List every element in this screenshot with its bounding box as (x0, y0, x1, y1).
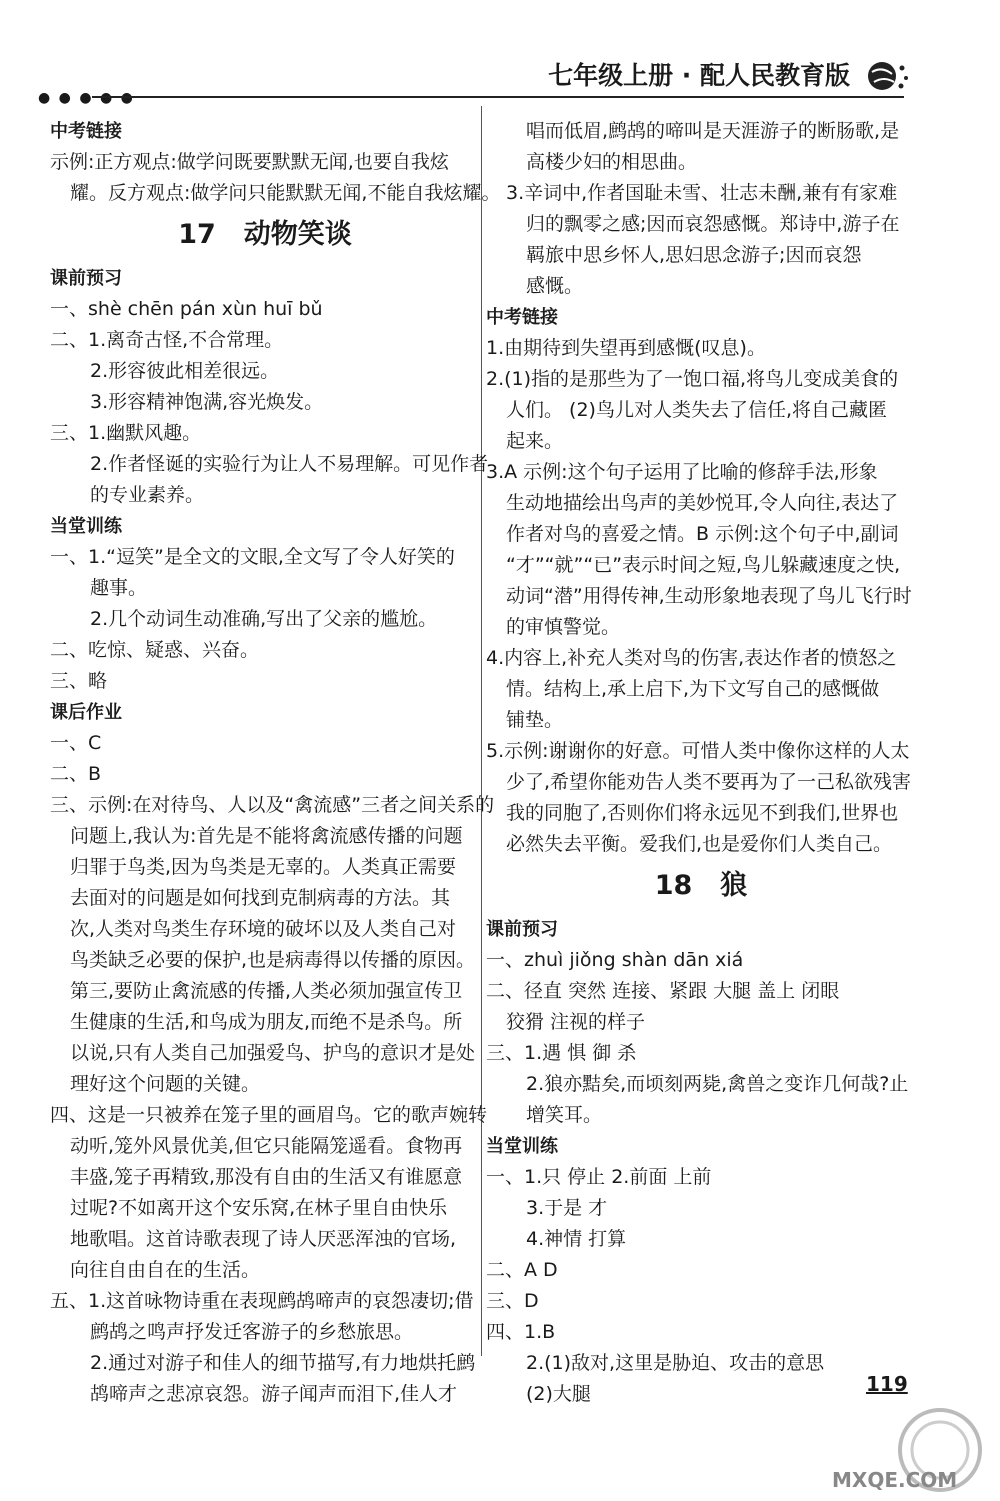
text-line: 2.通过对游子和佳人的细节描写,有力地烘托鹧 (90, 1352, 476, 1374)
ball-logo-icon (866, 58, 910, 94)
section-heading: 当堂训练 (50, 516, 122, 537)
left-column (50, 116, 501, 1410)
text-line: 增笑耳。 (526, 1104, 603, 1126)
text-line: 五、1.这首咏物诗重在表现鹧鸪啼声的哀怨凄切;借 (50, 1290, 474, 1312)
section-heading: 课前预习 (486, 919, 558, 940)
text-line: 以说,只有人类自己加强爱鸟、护鸟的意识才是处 (70, 1042, 476, 1064)
text-line: 3.于是 才 (526, 1197, 608, 1219)
text-line: 四、这是一只被养在笼子里的画眉鸟。它的歌声婉转 (50, 1104, 488, 1126)
text-line: 2.几个动词生动准确,写出了父亲的尴尬。 (90, 608, 438, 630)
text-line: 二、吃惊、疑惑、兴奋。 (50, 639, 260, 661)
text-line: 丰盛,笼子再精致,那没有自由的生活又有谁愿意 (70, 1166, 463, 1188)
text-line: 去面对的问题是如何找到克制病毒的方法。其 (70, 887, 451, 909)
chapter-title (50, 215, 480, 255)
text-line: 一、1.“逗笑”是全文的文眼,全文写了令人好笑的 (50, 546, 455, 568)
section-heading: 中考链接 (50, 121, 122, 142)
text-line: 示例:正方观点:做学问既要默默无闻,也要自我炫 (50, 151, 449, 173)
text-line: 理好这个问题的关键。 (70, 1073, 261, 1095)
page-header (0, 0, 1000, 110)
text-line: 二、A D (486, 1259, 558, 1281)
chapter-number: 18 (654, 870, 693, 901)
text-line: 生动地描绘出鸟声的美妙悦耳,令人向往,表达了 (506, 492, 899, 514)
text-line: 地歌唱。这首诗歌表现了诗人厌恶浑浊的官场, (70, 1228, 457, 1250)
text-line: 唱而低眉,鹧鸪的啼叫是天涯游子的断肠歌,是 (526, 120, 900, 142)
section-heading: 中考链接 (486, 307, 558, 328)
text-line: 2.狼亦黠矣,而顷刻两毙,禽兽之变诈几何哉?止 (526, 1073, 909, 1095)
right-column (486, 116, 916, 1410)
text-line: 2.形容彼此相差很远。 (90, 360, 280, 382)
text-line: 归罪于鸟类,因为鸟类是无辜的。人类真正需要 (70, 856, 457, 878)
text-line: 趣事。 (90, 577, 148, 599)
text-line: 的审慎警觉。 (506, 616, 621, 638)
text-line: 5.示例:谢谢你的好意。可惜人类中像你这样的人太 (486, 740, 910, 762)
text-line: 三、D (486, 1290, 539, 1312)
text-line: 鸟类缺乏必要的保护,也是病毒得以传播的原因。 (70, 949, 476, 971)
text-line: 三、示例:在对待鸟、人以及“禽流感”三者之间关系的 (50, 794, 495, 816)
text-line: 动听,笼外风景优美,但它只能隔笼遥看。食物再 (70, 1135, 463, 1157)
section-heading: 课后作业 (50, 702, 122, 723)
chapter-title (486, 866, 916, 906)
text-line: 作者对鸟的喜爱之情。B 示例:这个句子中,副词 (506, 523, 899, 545)
text-line: 一、1.只 停止 2.前面 上前 (486, 1166, 712, 1188)
header-rule (92, 96, 904, 98)
text-line: 4.内容上,补充人类对鸟的伤害,表达作者的愤怒之 (486, 647, 897, 669)
text-line: 3.形容精神饱满,容光焕发。 (90, 391, 324, 413)
text-line: “才”“就”“已”表示时间之短,鸟儿躲藏速度之快, (506, 554, 901, 576)
text-line: 向往自由自在的生活。 (70, 1259, 261, 1281)
text-line: (2)大腿 (526, 1383, 591, 1405)
text-line: 次,人类对鸟类生存环境的破坏以及人类自己对 (70, 918, 457, 940)
chapter-name: 狼 (720, 870, 748, 901)
text-line: 1.由期待到失望再到感慨(叹息)。 (486, 337, 766, 359)
decorative-dots: ● ● ● ● ● (38, 90, 135, 106)
text-line: 情。结构上,承上启下,为下文写自己的感慨做 (506, 678, 880, 700)
text-line: 4.神情 打算 (526, 1228, 627, 1250)
text-line: 第三,要防止禽流感的传播,人类必须加强宣传卫 (70, 980, 463, 1002)
text-line: 问题上,我认为:首先是不能将禽流感传播的问题 (70, 825, 463, 847)
text-line: 二、径直 突然 连接、紧跟 大腿 盖上 闭眼 (486, 980, 840, 1002)
section-heading: 课前预习 (50, 268, 122, 289)
text-line: 必然失去平衡。爱我们,也是爱你们人类自己。 (506, 833, 893, 855)
section-heading: 当堂训练 (486, 1136, 558, 1157)
text-line: 一、shè chēn pán xùn huī bǔ (50, 298, 323, 320)
text-line: 人们。 (2)鸟儿对人类失去了信任,将自己藏匿 (506, 399, 887, 421)
text-line: 耀。反方观点:做学问只能默默无闻,不能自我炫耀。 (70, 182, 501, 204)
text-line: 的专业素养。 (90, 484, 205, 506)
text-line: 起来。 (506, 430, 564, 452)
text-line: 三、略 (50, 670, 108, 692)
text-line: 鹧鸪之鸣声抒发迁客游子的乡愁旅思。 (90, 1321, 414, 1343)
text-line: 我的同胞了,否则你们将永远见不到我们,世界也 (506, 802, 899, 824)
watermark-text: MXQE.COM (832, 1468, 958, 1492)
chapter-number: 17 (178, 219, 216, 250)
text-line: 一、C (50, 732, 102, 754)
text-line: 鸪啼声之悲凉哀怨。游子闻声而泪下,佳人才 (90, 1383, 458, 1405)
text-line: 狡猾 注视的样子 (506, 1011, 646, 1033)
text-line: 铺垫。 (506, 709, 564, 731)
text-line: 二、B (50, 763, 102, 785)
page-number: 119 (866, 1372, 908, 1396)
text-line: 一、zhuì jiǒng shàn dān xiá (486, 949, 744, 971)
column-divider (481, 106, 482, 1356)
text-line: 三、1.遇 惧 御 杀 (486, 1042, 637, 1064)
text-line: 羁旅中思乡怀人,思妇思念游子;因而哀怨 (526, 244, 862, 266)
text-line: 生健康的生活,和鸟成为朋友,而绝不是杀鸟。所 (70, 1011, 463, 1033)
text-line: 2.(1)敌对,这里是胁迫、攻击的意思 (526, 1352, 825, 1374)
text-line: 动词“潜”用得传神,生动形象地表现了鸟儿飞行时 (506, 585, 912, 607)
book-title: 七年级上册 · 配人民教育版 (548, 61, 850, 90)
text-line: 3.A 示例:这个句子运用了比喻的修辞手法,形象 (486, 461, 878, 483)
text-line: 高楼少妇的相思曲。 (526, 151, 698, 173)
text-line: 感慨。 (526, 275, 584, 297)
text-line: 少了,希望你能劝告人类不要再为了一己私欲残害 (506, 771, 912, 793)
text-line: 3.辛词中,作者国耻未雪、壮志未酬,兼有有家难 (506, 182, 898, 204)
text-line: 2.(1)指的是那些为了一饱口福,将鸟儿变成美食的 (486, 368, 899, 390)
text-line: 二、1.离奇古怪,不合常理。 (50, 329, 284, 351)
text-line: 归的飘零之感;因而哀怨感慨。郑诗中,游子在 (526, 213, 900, 235)
text-line: 2.作者怪诞的实验行为让人不易理解。可见作者 (90, 453, 489, 475)
text-line: 四、1.B (486, 1321, 556, 1343)
chapter-name: 动物笑谈 (243, 219, 352, 250)
text-line: 过呢?不如离开这个安乐窝,在林子里自由快乐 (70, 1197, 448, 1219)
text-line: 三、1.幽默风趣。 (50, 422, 202, 444)
